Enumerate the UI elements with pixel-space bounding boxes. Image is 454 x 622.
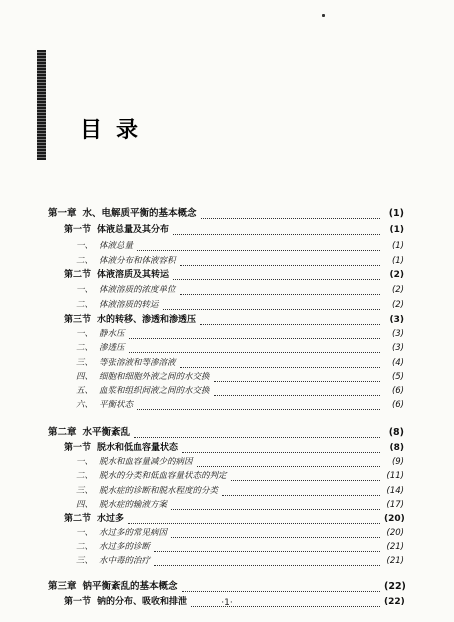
toc-entry-title: 水、电解质平衡的基本概念 <box>82 208 197 219</box>
toc-entry-title: 水中毒的治疗 <box>99 556 151 566</box>
toc-entry-number: 第一章 <box>48 208 77 219</box>
toc-entry-section <box>64 267 404 283</box>
toc-entry-item <box>76 297 404 313</box>
page-number-footer: ·1· <box>221 598 233 608</box>
dot-leader <box>180 285 380 295</box>
dot-leader <box>182 582 380 592</box>
toc-entry-page: (21) <box>386 556 404 566</box>
page-title: 目录 <box>80 117 153 143</box>
toc-entry-title: 体液总量及其分布 <box>97 225 170 235</box>
toc-entry-title: 体液溶质的浓度单位 <box>99 285 176 295</box>
toc-entry-chapter <box>48 579 404 595</box>
toc-entry-title: 钠的分布、吸收和排泄 <box>97 597 188 607</box>
dot-leader <box>180 256 380 266</box>
dot-leader <box>173 270 380 280</box>
toc-entry-page: (22) <box>384 597 405 607</box>
toc-entry-page: (3) <box>391 343 404 353</box>
toc-entry-title: 等张溶液和等渗溶液 <box>99 358 176 368</box>
toc-entry-page: (2) <box>389 270 404 280</box>
toc-entry-page: (1) <box>391 241 404 251</box>
toc-entry-page: (17) <box>386 500 404 510</box>
dot-leader <box>222 486 380 496</box>
dot-leader <box>128 514 380 524</box>
toc-entry-number: 六、 <box>76 400 94 410</box>
toc-entry-title: 水的转移、渗透和渗透压 <box>97 315 197 325</box>
toc-entry-page: (14) <box>386 486 404 496</box>
toc-entry-chapter <box>48 206 404 222</box>
toc-entry-title: 脱水症的输液方案 <box>99 500 168 510</box>
dot-leader <box>171 500 380 510</box>
toc-entry-number: 三、 <box>76 556 94 566</box>
toc-entry-number: 一、 <box>76 457 94 467</box>
dot-leader <box>180 358 380 368</box>
toc-entry-number: 一、 <box>76 241 94 251</box>
dot-leader <box>134 428 380 438</box>
toc-entry-number: 四、 <box>76 372 94 382</box>
toc-entry-page: (20) <box>386 528 404 538</box>
dot-leader <box>182 443 380 453</box>
toc-entry-page: (3) <box>389 315 404 325</box>
scan-speck <box>322 14 325 17</box>
toc-entry-number: 一、 <box>76 528 94 538</box>
dot-leader <box>163 300 380 310</box>
toc-entry-title: 水过多的常见病因 <box>99 528 168 538</box>
toc-entry-item <box>76 340 404 356</box>
toc-entry-number: 二、 <box>76 542 94 552</box>
toc-entry-page: (22) <box>384 581 406 592</box>
toc-entry-number: 第三章 <box>48 581 77 592</box>
toc-entry-title: 细胞和细胞外液之间的水交换 <box>99 372 210 382</box>
toc-entry-page: (11) <box>386 471 404 481</box>
dot-leader <box>200 315 380 325</box>
toc-entry-title: 体液溶质的转运 <box>99 300 159 310</box>
toc-entry-page: (2) <box>391 285 404 295</box>
dot-leader <box>137 241 380 251</box>
toc-entry-title: 水过多的诊断 <box>99 542 151 552</box>
toc-entry-number: 四、 <box>76 500 94 510</box>
toc-entry-title: 体液总量 <box>99 241 134 251</box>
toc-entry-page: (1) <box>388 208 404 219</box>
toc-entry-item <box>76 553 404 569</box>
toc-entry-title: 渗透压 <box>99 343 125 353</box>
dot-leader <box>171 528 380 538</box>
toc-entry-title: 静水压 <box>99 329 125 339</box>
toc-entry-page: (1) <box>389 225 404 235</box>
dot-leader <box>214 372 380 382</box>
toc-entry-page: (21) <box>386 542 404 552</box>
toc-entry-page: (8) <box>388 427 404 438</box>
toc-entry-page: (8) <box>389 443 404 453</box>
toc-entry-item <box>76 468 404 484</box>
dot-leader <box>129 343 380 353</box>
toc-entry-title: 体液溶质及其转运 <box>97 270 170 280</box>
toc-entry-chapter <box>48 425 404 441</box>
toc-entry-number: 第一节 <box>64 443 92 453</box>
toc-entry-number: 二、 <box>76 471 94 481</box>
dot-leader <box>197 457 380 467</box>
toc-entry-title: 水过多 <box>97 514 125 524</box>
dot-leader <box>214 386 380 396</box>
toc-entry-number: 第二章 <box>48 427 77 438</box>
toc-entry-number: 二、 <box>76 300 94 310</box>
dot-leader <box>129 329 380 339</box>
toc-entry-title: 脱水和血容量减少的病因 <box>99 457 193 467</box>
toc-entry-number: 第三节 <box>64 315 92 325</box>
toc-entry-number: 三、 <box>76 358 94 368</box>
toc-entry-number: 二、 <box>76 256 94 266</box>
toc-entry-title: 体液分布和体液容积 <box>99 256 176 266</box>
toc-entry-title: 脱水和低血容量状态 <box>97 443 179 453</box>
dot-leader <box>154 556 380 566</box>
toc-entry-page: (6) <box>391 386 404 396</box>
toc-entry-page: (4) <box>391 358 404 368</box>
toc-entry-section <box>64 222 404 238</box>
toc-entry-number: 二、 <box>76 343 94 353</box>
toc-entry-page: (3) <box>391 329 404 339</box>
toc-entry-title: 血浆和组织间液之间的水交换 <box>99 386 210 396</box>
toc-entry-page: (6) <box>391 400 404 410</box>
toc-entry-title: 平衡状态 <box>99 400 134 410</box>
toc-entry-page: (1) <box>391 256 404 266</box>
toc-entry-number: 第二节 <box>64 514 92 524</box>
toc-entry-title: 钠平衡紊乱的基本概念 <box>82 581 178 592</box>
toc-entry-title: 脱水症的诊断和脱水程度的分类 <box>99 486 219 496</box>
toc-entry-number: 一、 <box>76 285 94 295</box>
toc-entry-page: (2) <box>391 300 404 310</box>
decorative-sidebar-bar <box>37 50 46 160</box>
toc-entry-title: 脱水的分类和低血容量状态的判定 <box>99 471 227 481</box>
toc-entry-number: 第一节 <box>64 225 92 235</box>
toc-entry-item <box>76 282 404 298</box>
dot-leader <box>154 542 380 552</box>
dot-leader <box>137 400 380 410</box>
dot-leader <box>173 225 380 235</box>
toc-entry-page: (5) <box>391 372 404 382</box>
dot-leader <box>231 471 380 481</box>
toc-entry-number: 三、 <box>76 486 94 496</box>
toc-entry-item <box>76 238 404 254</box>
toc-entry-page: (20) <box>384 514 405 524</box>
toc-entry-item <box>76 397 404 413</box>
dot-leader <box>201 209 380 219</box>
toc-entry-number: 一、 <box>76 329 94 339</box>
toc-entry-number: 第一节 <box>64 597 92 607</box>
toc-entry-number: 第二节 <box>64 270 92 280</box>
toc-entry-page: (9) <box>391 457 404 467</box>
toc-entry-number: 五、 <box>76 386 94 396</box>
toc-entry-title: 水平衡紊乱 <box>82 427 131 438</box>
